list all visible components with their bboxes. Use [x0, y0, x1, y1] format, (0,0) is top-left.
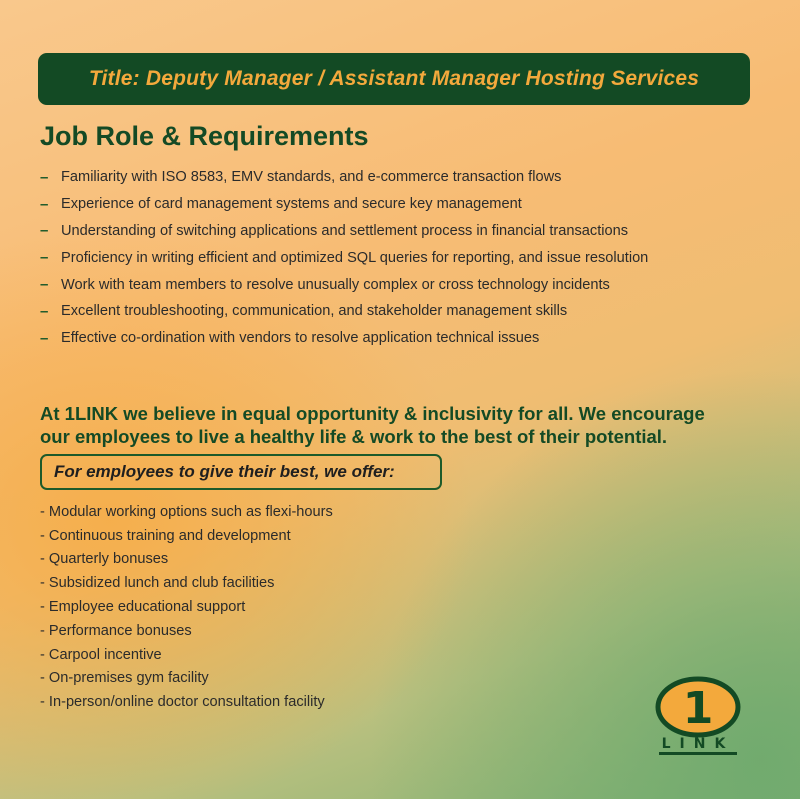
list-item: - Subsidized lunch and club facilities — [40, 575, 275, 592]
bullet-dash: – — [40, 329, 49, 347]
bullet-dash: – — [40, 222, 49, 240]
benefits-list — [40, 500, 333, 714]
bullet-dash: – — [40, 276, 49, 294]
list-item: - Quarterly bonuses — [40, 551, 169, 568]
belief-line: our employees to live a healthy life & work to the best of their potential. — [40, 426, 668, 447]
belief-line: At 1LINK we believe in equal opportunity & inclusivity for all. We encourage — [40, 403, 705, 424]
logo-underline — [659, 752, 737, 755]
list-item: - Employee educational support — [40, 599, 246, 616]
list-item — [40, 298, 648, 325]
list-item: - Carpool incentive — [40, 646, 162, 663]
bullet-dash: – — [40, 249, 49, 267]
list-item — [40, 191, 648, 218]
list-item — [40, 164, 648, 191]
job-title: Title: Deputy Manager / Assistant Manager Hosting Services — [88, 67, 700, 90]
list-item: - On-premises gym facility — [40, 670, 209, 687]
title-banner — [38, 53, 750, 105]
bullet-dash: – — [40, 302, 49, 320]
list-item: - In-person/online doctor consultation facility — [40, 694, 325, 711]
list-item: - Modular working options such as flexi-hours — [40, 503, 333, 520]
bullet-dash: – — [40, 168, 49, 186]
list-item — [40, 271, 648, 298]
list-item: - Continuous training and development — [40, 527, 291, 544]
list-item — [40, 325, 648, 352]
list-item: - Performance bonuses — [40, 622, 192, 639]
logo-graphic — [655, 676, 741, 756]
requirement-text: Experience of card management systems and secure key management — [61, 196, 522, 213]
offer-heading-box — [40, 454, 442, 490]
list-item — [40, 218, 648, 245]
requirement-text: Effective co-ordination with vendors to resolve application technical issues — [61, 330, 540, 347]
section-heading: Job Role & Requirements — [40, 121, 369, 151]
requirement-text: Proficiency in writing efficient and optimized SQL queries for reporting, and issue resolution — [61, 249, 649, 266]
requirement-text: Work with team members to resolve unusually complex or cross technology incidents — [61, 276, 610, 293]
offer-heading: For employees to give their best, we offer: — [54, 462, 395, 481]
bullet-dash: – — [40, 195, 49, 213]
logo-text: LINK — [661, 736, 735, 752]
belief-statement — [40, 402, 770, 448]
list-item — [40, 244, 648, 271]
requirements-list — [40, 164, 648, 352]
requirement-text: Excellent troubleshooting, communication, and stakeholder management skills — [61, 303, 568, 320]
requirement-text: Understanding of switching applications and settlement process in financial transactions — [61, 222, 629, 239]
logo-number: 1 — [682, 683, 714, 734]
1link-logo-icon — [655, 676, 741, 756]
requirement-text: Familiarity with ISO 8583, EMV standards, and e-commerce transaction flows — [61, 169, 562, 186]
